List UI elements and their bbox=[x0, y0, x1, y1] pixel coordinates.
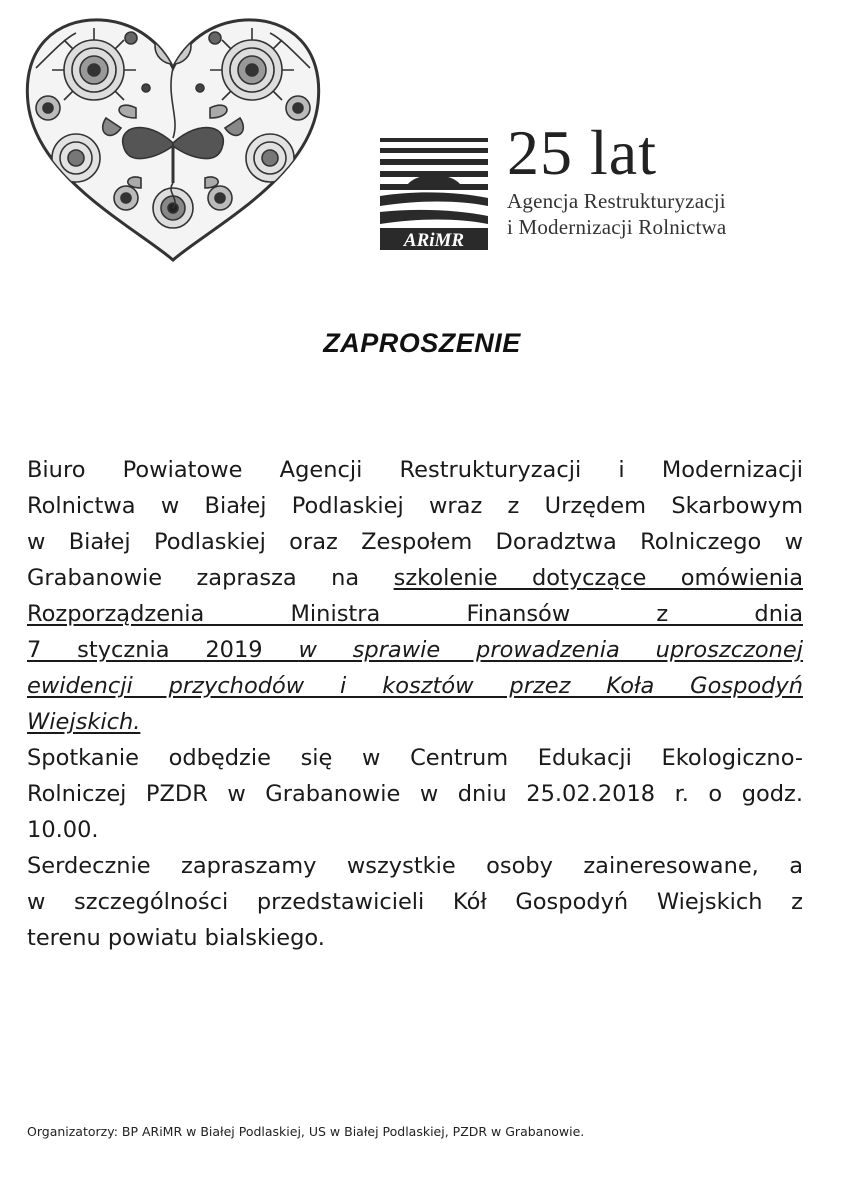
regulation-date-line bbox=[27, 632, 803, 668]
training-topic-text: szkolenie dotyczące omówienia bbox=[393, 565, 803, 591]
page-title: ZAPROSZENIE bbox=[323, 328, 521, 358]
paragraph-line bbox=[27, 560, 803, 596]
anniversary-label: 25 lat bbox=[507, 117, 657, 188]
paragraph-line: Spotkanie odbędzie się w Centrum Edukacji Ekologiczno- bbox=[27, 745, 803, 771]
agency-name-line1: Agencja Restrukturyzacji bbox=[507, 189, 726, 213]
paragraph-line: Rolniczej PZDR w Grabanowie w dniu 25.02.2018 r. o godz. bbox=[27, 781, 803, 807]
folk-heart-icon bbox=[16, 8, 330, 268]
paragraph-text: Grabanowie zaprasza na bbox=[27, 565, 394, 591]
paragraph-line: w szczególności przedstawicieli Kół Gospodyń Wiejskich z bbox=[27, 889, 803, 915]
meeting-time: 10.00. bbox=[27, 817, 99, 843]
arimr-logo-icon bbox=[378, 132, 490, 252]
invitation-paragraph-3 bbox=[27, 848, 803, 956]
invitation-paragraph-1 bbox=[27, 452, 803, 740]
paragraph-line: Rolnictwa w Białej Podlaskiej wraz z Urzędem Skarbowym bbox=[27, 493, 803, 519]
anniversary-block bbox=[507, 118, 837, 240]
organizers-footer: Organizatorzy: BP ARiMR w Białej Podlaskiej, US w Białej Podlaskiej, PZDR w Grabanowie. bbox=[27, 1124, 585, 1139]
regulation-subject: w sprawie prowadzenia uproszczonej bbox=[298, 637, 804, 663]
paragraph-line: Serdecznie zapraszamy wszystkie osoby zaineresowane, a bbox=[27, 853, 803, 879]
agency-name-line2: i Modernizacji Rolnictwa bbox=[507, 215, 727, 239]
regulation-name-line: Rozporządzenia Ministra Finansów z dnia bbox=[27, 601, 803, 627]
regulation-date: 7 stycznia 2019 bbox=[27, 637, 299, 663]
regulation-subject-line: ewidencji przychodów i kosztów przez Koła Gospodyń bbox=[27, 673, 803, 699]
paragraph-line: terenu powiatu bialskiego. bbox=[27, 925, 325, 951]
invitation-paragraph-2 bbox=[27, 740, 803, 848]
regulation-subject-end: Wiejskich. bbox=[27, 709, 141, 735]
invitation-body bbox=[27, 452, 803, 956]
logo-mark-text: ARiMR bbox=[403, 230, 465, 251]
paragraph-line: w Białej Podlaskiej oraz Zespołem Doradztwa Rolniczego w bbox=[27, 529, 803, 555]
paragraph-line: Biuro Powiatowe Agencji Restrukturyzacji i Modernizacji bbox=[27, 457, 803, 483]
